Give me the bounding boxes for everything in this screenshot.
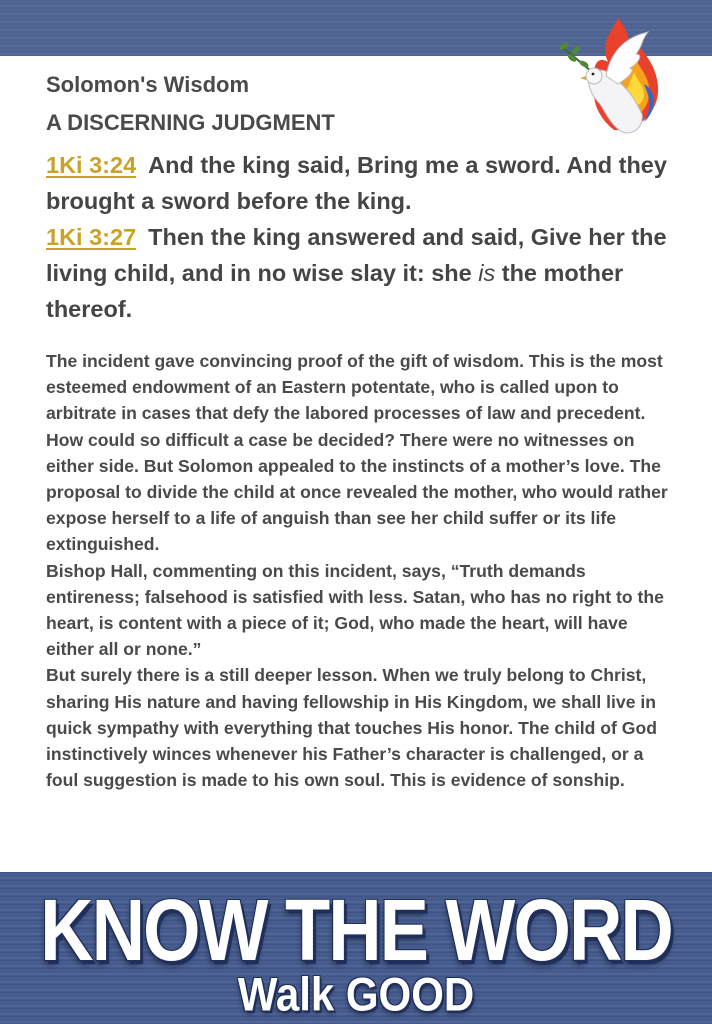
page-subtitle: A DISCERNING JUDGMENT bbox=[46, 110, 335, 135]
verse-item bbox=[46, 147, 676, 219]
commentary-paragraph: The incident gave convincing proof of the gift of wisdom. This is the most esteemed endowment of an Eastern potentate, who is called upon to arbitrate in cases that defy the labored processes of law and precedent. How could so difficult a case be decided? There were no witnesses on either side. But Solomon appealed to the instincts of a mother’s love. The proposal to divide the child at once revealed the mother, who would rather expose herself to a life of anguish than see her child suffer or its life extinguished. bbox=[46, 351, 668, 555]
verse-text: the mother thereof. bbox=[46, 260, 624, 322]
verse-reference-link[interactable]: 1Ki 3:27 bbox=[46, 224, 137, 250]
scripture-verses bbox=[46, 147, 676, 327]
verse-item bbox=[46, 219, 676, 327]
verse-text: Then the king answered and said, Give her the living child, and in no wise slay it: she bbox=[46, 224, 667, 286]
commentary-paragraph: Bishop Hall, commenting on this incident, says, “Truth demands entireness; falsehood is satisfied with less. Satan, who has no right to the heart, is content with a piece of it; God, who made the heart, will have either all or none.” bbox=[46, 560, 664, 660]
banner-title: KNOW THE WORD bbox=[40, 881, 672, 980]
verse-italic-word: is bbox=[478, 260, 496, 286]
dove-flame-icon bbox=[548, 14, 668, 144]
page-title: Solomon's Wisdom bbox=[46, 72, 250, 97]
commentary bbox=[46, 348, 676, 793]
verse-reference-link[interactable]: 1Ki 3:24 bbox=[46, 152, 137, 178]
commentary-paragraph: But surely there is a still deeper lesson. When we truly belong to Christ, sharing His nature and having fellowship in His Kingdom, we shall live in quick sympathy with everything that touches His honor. The child of God instinctively winces whenever his Father’s character is challenged, or a foul suggestion is made to his own soul. This is evidence of sonship. bbox=[46, 665, 657, 791]
verse-text: And the king said, Bring me a sword. And they brought a sword before the king. bbox=[46, 152, 667, 214]
banner-subtitle: Walk GOOD bbox=[237, 968, 475, 1021]
